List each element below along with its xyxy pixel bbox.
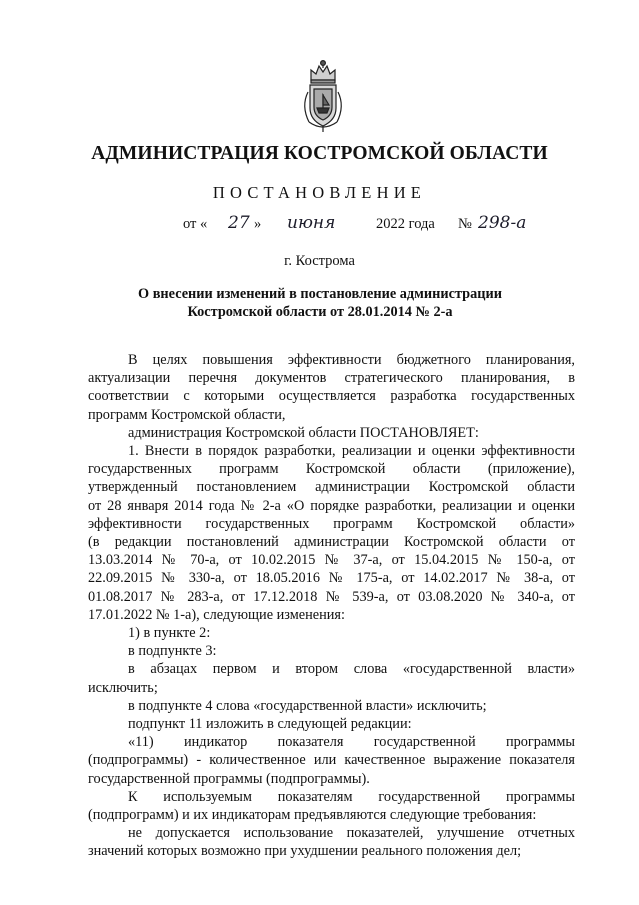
body-line: актуализации перечня документов стратегического планирования, в (88, 370, 575, 387)
date-month: июня (287, 213, 336, 233)
date-day-close: » (254, 216, 262, 232)
body-line: 1. Внести в порядок разработки, реализации и оценки эффективности (128, 443, 575, 460)
body-line: программ Костромской области, (88, 406, 286, 423)
body-line: в подпункте 4 слова «государственной власти» исключить; (128, 697, 487, 714)
organization-title: АДМИНИСТРАЦИЯ КОСТРОМСКОЙ ОБЛАСТИ (91, 143, 548, 164)
date-day: 27 (228, 213, 250, 233)
body-line: подпункт 11 изложить в следующей редакции: (128, 716, 412, 733)
body-line: (в редакции постановлений администрации Костромской области от (88, 534, 575, 551)
body-line: администрация Костромской области ПОСТАНОВЛЯЕТ: (128, 424, 479, 441)
subject-line: О внесении изменений в постановление администрации (138, 286, 502, 302)
body-line: соответствии с которыми осуществляется разработка государственных (88, 388, 575, 405)
document-body (88, 351, 575, 861)
body-line: исключить; (88, 679, 158, 696)
number-label: № (458, 216, 472, 232)
date-from-label: от « (183, 216, 208, 232)
body-line: эффективности государственных программ Костромской области» (88, 515, 575, 532)
coat-of-arms-icon (297, 58, 349, 134)
date-year: 2022 года (376, 216, 435, 232)
body-line: значений которых возможно при ухудшении реального положения дел; (88, 843, 522, 860)
body-line: 17.01.2022 № 1-а), следующие изменения: (88, 606, 345, 623)
document-type: ПОСТАНОВЛЕНИЕ (212, 183, 427, 202)
body-line: 01.08.2017 № 283-а, от 17.12.2018 № 539-а, от 03.08.2020 № 340-а, от (88, 588, 575, 605)
body-line: в абзацах первом и втором слова «государственной власти» (128, 661, 575, 678)
body-line: К используемым показателям государственной программы (128, 788, 575, 805)
body-line: (подпрограммы) - количественное или качественное выражение показателя (88, 752, 575, 769)
body-line: государственных программ Костромской области (приложение), (88, 461, 575, 478)
body-line: (подпрограмм) и их индикаторам предъявляются следующие требования: (88, 807, 537, 824)
body-line: 22.09.2015 № 330-а, от 18.05.2016 № 175-а, от 14.02.2017 № 38-а, от (88, 570, 575, 587)
document-subject (60, 285, 580, 321)
document-number: 298-а (478, 213, 527, 233)
body-line: «11) индикатор показателя государственной программы (128, 734, 575, 751)
body-line: 1) в пункте 2: (128, 625, 211, 642)
body-line: утвержденный постановлением администрации Костромской области (88, 479, 575, 496)
body-line: в подпункте 3: (128, 643, 217, 660)
subject-line: Костромской области от 28.01.2014 № 2-а (187, 304, 453, 320)
body-line: не допускается использование показателей, улучшение отчетных (128, 825, 575, 842)
body-line: государственной программы (подпрограммы). (88, 770, 370, 787)
body-line: от 28 января 2014 года № 2-а «О порядке разработки, реализации и оценки (88, 497, 575, 514)
body-line: 13.03.2014 № 70-а, от 10.02.2015 № 37-а, от 15.04.2015 № 150-а, от (88, 552, 575, 569)
city: г. Кострома (284, 253, 355, 269)
body-line: В целях повышения эффективности бюджетного планирования, (128, 352, 575, 368)
date-line (0, 213, 639, 238)
